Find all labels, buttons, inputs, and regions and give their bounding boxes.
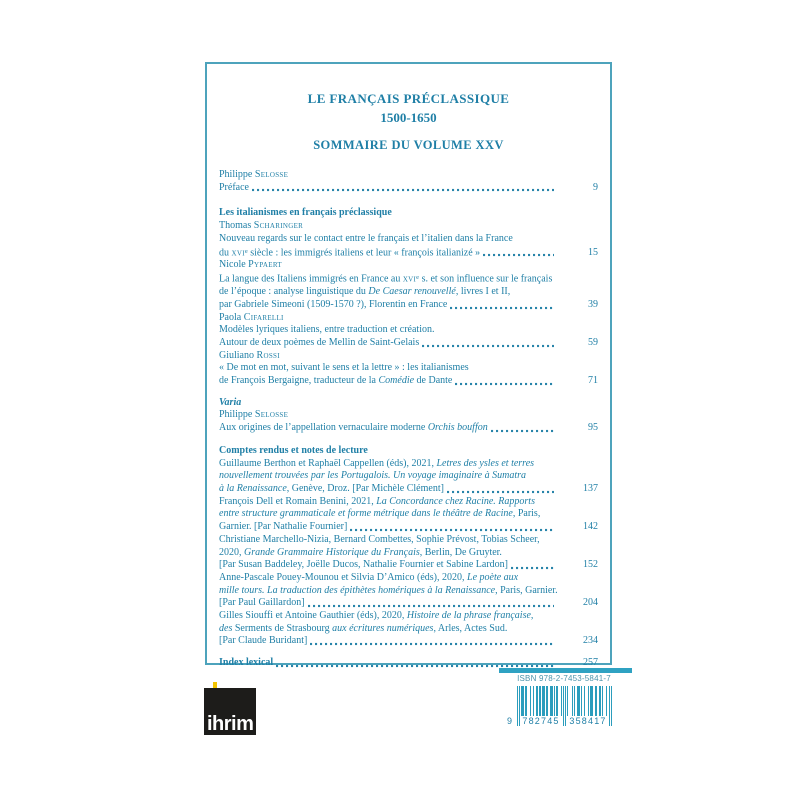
dot-leader	[422, 339, 554, 349]
toc-line	[219, 324, 598, 337]
toc-line-text: [Par Paul Gaillardon]	[219, 597, 305, 609]
toc-line	[219, 286, 598, 299]
publisher-logo	[204, 688, 256, 735]
dot-leader	[483, 248, 554, 258]
toc-line-text: Varia	[219, 396, 242, 408]
toc-line	[219, 233, 598, 246]
page-number: 95	[588, 422, 598, 434]
toc-line	[219, 312, 598, 325]
toc-line-text: du xvi$^e$ siècle : les immigrés italiens et leur « françois italianizé »	[219, 246, 481, 258]
toc-line	[219, 350, 598, 363]
dot-leader	[308, 599, 554, 609]
toc-line	[219, 470, 598, 483]
toc-line-text: de l’époque : analyse linguistique du De Caesar renouvellé, livres I et II,	[219, 286, 511, 298]
dot-leader	[252, 183, 554, 193]
barcode	[506, 686, 612, 727]
toc-line	[219, 182, 598, 195]
title-block	[219, 77, 598, 154]
toc-line-text: mille tours. La traduction des épithètes homériques à la Renaissance, Paris, Garnier.	[219, 584, 558, 596]
toc-line	[219, 534, 598, 547]
dot-leader	[511, 561, 554, 571]
toc-line-text: par Gabriele Simeoni (1509-1570 ?), Florentin en France	[219, 298, 448, 310]
toc-line-text: Préface	[219, 181, 249, 193]
page-number: 39	[588, 298, 598, 310]
toc-line-text: Nicole Pypaert	[219, 259, 282, 271]
dot-leader	[447, 485, 554, 495]
dot-leader	[491, 424, 554, 434]
toc-line	[219, 585, 598, 598]
toc-line-text: 2020, Grande Grammaire Historique du Français, Berlin, De Gruyter.	[219, 546, 502, 558]
toc-group	[219, 169, 598, 194]
toc-line-text: Philippe Selosse	[219, 409, 289, 421]
toc-line-text: Autour de deux poèmes de Mellin de Saint-Gelais	[219, 336, 420, 348]
toc-line-text: à la Renaissance, Genève, Droz. [Par Michèle Clément]	[219, 483, 444, 494]
page-number: 137	[583, 483, 598, 494]
toc-line-text: Gilles Siouffi et Antoine Gauthier (éds), 2020, Histoire de la phrase française,	[219, 610, 534, 622]
toc-line-text: nouvellement trouvées par les Portugalois. Un voyage imaginaire à Sumatra	[219, 470, 526, 482]
toc-line-text: Nouveau regards sur le contact entre le français et l’italien dans la France	[219, 232, 513, 244]
toc-line-text: Index lexical	[219, 657, 274, 669]
toc-group	[219, 207, 598, 387]
journal-years: 1500-1650	[380, 110, 437, 125]
dot-leader	[350, 523, 554, 533]
page-number: 142	[583, 521, 598, 533]
barcode-digit-group: 782745	[520, 716, 562, 727]
journal-title: LE FRANÇAIS PRÉCLASSIQUE	[307, 91, 510, 106]
summary-heading: SOMMAIRE DU VOLUME XXV	[313, 138, 504, 152]
toc-group	[219, 445, 598, 648]
barcode-digit-group: 358417	[567, 716, 609, 727]
page-number: 59	[588, 336, 598, 348]
toc-line-text: des Serments de Strasbourg aux écritures numériques, Arles, Actes Sud.	[219, 622, 508, 634]
toc-line-text: Les italianismes en français préclassique	[219, 207, 392, 219]
dot-leader	[455, 377, 554, 387]
isbn-label: ISBN 978-2-7453-5841-7	[517, 674, 611, 683]
toc-line	[219, 445, 598, 458]
toc-line-text: Guillaume Berthon et Raphaël Cappellen (éds), 2021, Letres des ysles et terres	[219, 457, 535, 469]
toc-line	[219, 458, 598, 471]
toc-line-text: [Par Susan Baddeley, Joëlle Ducos, Nathalie Fournier et Sabine Lardon]	[219, 559, 508, 571]
dot-leader	[450, 301, 554, 311]
toc-line	[219, 272, 598, 286]
toc-group	[219, 397, 598, 435]
page-number: 71	[588, 375, 598, 387]
toc-line	[219, 299, 598, 312]
toc-line	[219, 337, 598, 350]
toc-line-text: Philippe Selosse	[219, 169, 289, 180]
toc-line-text: Garnier. [Par Nathalie Fournier]	[219, 521, 348, 533]
toc-line	[219, 597, 598, 610]
toc-line	[219, 259, 598, 272]
toc-line-text: Anne-Pascale Pouey-Mounou et Silvia D’Amico (éds), 2020, Le poète aux	[219, 571, 519, 583]
page-number: 204	[583, 597, 598, 609]
toc-line	[219, 496, 598, 509]
toc-line-text: [Par Claude Buridant]	[219, 635, 308, 647]
toc-line	[219, 375, 598, 388]
publisher-logo-text: ihrim	[207, 713, 254, 735]
toc-line-text: entre structure grammaticale et forme métrique dans le théâtre de Racine, Paris,	[219, 508, 541, 520]
toc-line	[219, 397, 598, 410]
toc-line-text: La langue des Italiens immigrés en France au xvi$^e$ s. et son influence sur le français	[219, 273, 553, 285]
barcode-digit-group: 9	[506, 716, 512, 726]
toc-line-text: Aux origines de l’appellation vernaculaire moderne Orchis bouffon	[219, 422, 488, 434]
toc-line-text: « De mot en mot, suivant le sens et la lettre » : les italianismes	[219, 362, 469, 374]
toc-line	[219, 623, 598, 636]
toc-line	[219, 220, 598, 233]
toc-line	[219, 572, 598, 585]
toc-line	[219, 635, 598, 648]
toc-line	[219, 610, 598, 623]
toc-line	[219, 362, 598, 375]
toc-line-text: de François Bergaigne, traducteur de la Comédie de Dante	[219, 375, 453, 387]
page-number: 15	[588, 246, 598, 258]
toc-line-text: Paola Cifarelli	[219, 311, 284, 323]
toc-line-text: Modèles lyriques italiens, entre traduction et création.	[219, 324, 435, 336]
toc-line	[219, 246, 598, 260]
toc-line	[219, 521, 598, 534]
toc-line-text: François Dell et Romain Benini, 2021, La Concordance chez Racine. Rapports	[219, 495, 535, 507]
page-number: 257	[583, 657, 598, 669]
toc-line-text: Comptes rendus et notes de lecture	[219, 444, 368, 456]
page-number: 152	[583, 559, 598, 571]
page-number: 9	[593, 181, 598, 193]
toc-line	[219, 547, 598, 560]
toc-line	[219, 559, 598, 572]
isbn-strip	[499, 668, 632, 673]
toc-line	[219, 483, 598, 496]
toc-line	[219, 508, 598, 521]
toc-line	[219, 207, 598, 220]
toc-line-text: Thomas Scharinger	[219, 220, 304, 232]
toc-lines	[219, 169, 598, 670]
toc-box	[205, 62, 612, 669]
toc-line	[219, 409, 598, 422]
toc-line	[219, 169, 598, 182]
toc-line	[219, 422, 598, 435]
dot-leader	[310, 637, 554, 647]
toc-line-text: Giuliano Rossi	[219, 349, 280, 361]
page-number: 234	[583, 635, 598, 647]
toc-line-text: Christiane Marchello-Nizia, Bernard Combettes, Sophie Prévost, Tobias Scheer,	[219, 533, 540, 545]
